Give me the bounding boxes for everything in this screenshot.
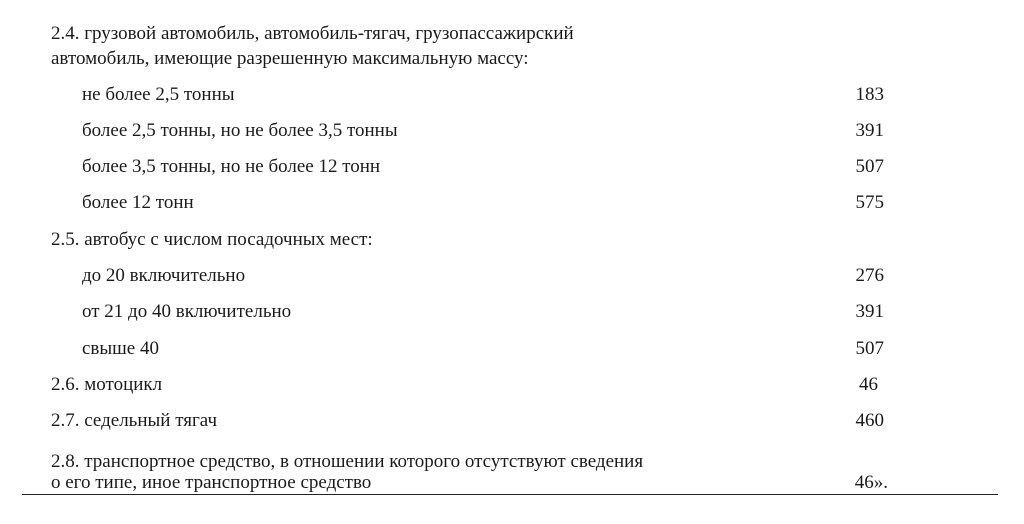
row-label: свыше 40 <box>82 338 159 359</box>
row-label: более 3,5 тонны, но не более 12 тонн <box>82 156 381 177</box>
row-value: 507 <box>855 338 884 359</box>
section-2-4-heading-line-2: автомобиль, имеющие разрешенную максимальную массу: <box>51 48 529 69</box>
section-2-8-line-1: 2.8. транспортное средство, в отношении которого отсутствуют сведения <box>51 451 644 472</box>
row-value: 183 <box>855 84 884 105</box>
row-value: 507 <box>855 156 884 177</box>
row-label: от 21 до 40 включительно <box>82 301 292 322</box>
row-label: не более 2,5 тонны <box>82 84 235 105</box>
section-2-8-value: 46». <box>854 472 888 493</box>
row-label: более 2,5 тонны, но не более 3,5 тонны <box>82 120 398 141</box>
row-label: более 12 тонн <box>82 192 194 213</box>
bottom-divider <box>22 494 998 495</box>
section-2-7-value: 460 <box>855 410 884 431</box>
row-value: 575 <box>855 192 884 213</box>
row-value: 391 <box>855 301 884 322</box>
section-2-5-heading: 2.5. автобус с числом посадочных мест: <box>51 229 373 250</box>
row-label: до 20 включительно <box>82 265 246 286</box>
section-2-6-label: 2.6. мотоцикл <box>51 374 163 395</box>
section-2-8-line-2: о его типе, иное транспортное средство <box>51 472 372 493</box>
section-2-4-heading-line-1: 2.4. грузовой автомобиль, автомобиль-тягач, грузопассажирский <box>51 23 574 44</box>
row-value: 391 <box>855 120 884 141</box>
section-2-6-value: 46 <box>859 374 878 395</box>
row-value: 276 <box>855 265 884 286</box>
section-2-7-label: 2.7. седельный тягач <box>51 410 218 431</box>
